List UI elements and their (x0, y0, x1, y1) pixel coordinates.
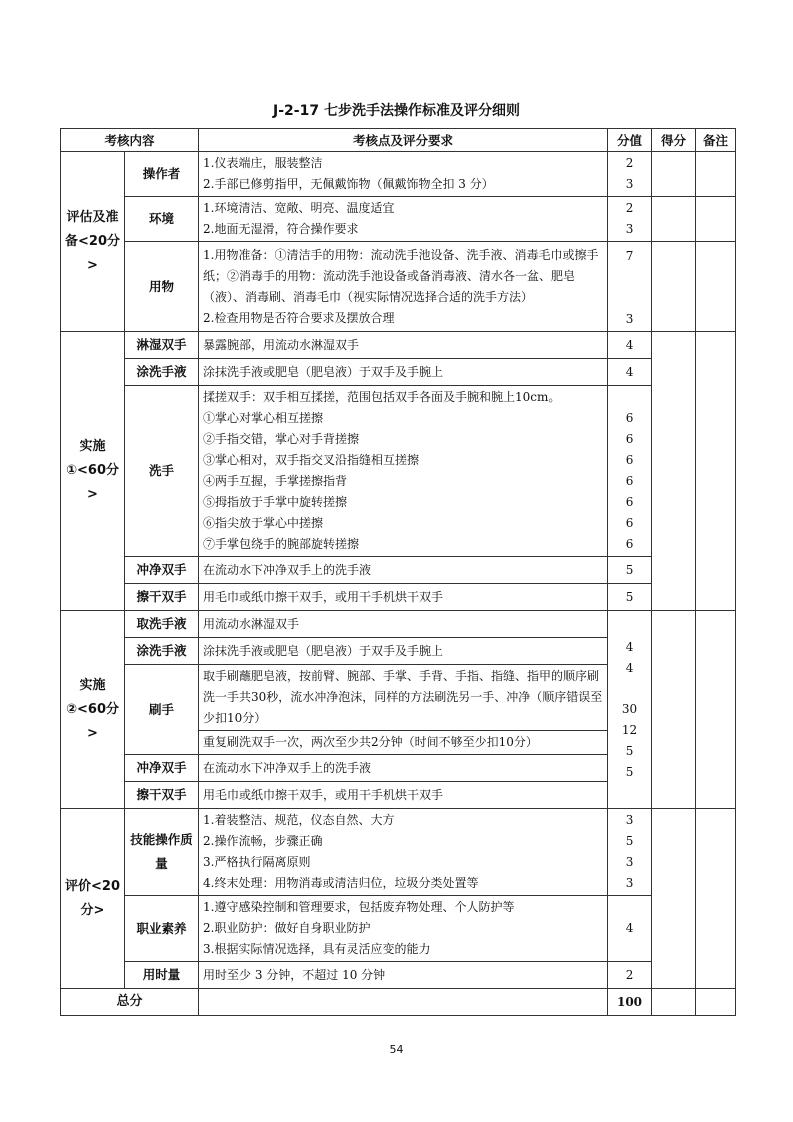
req-skill (199, 809, 608, 896)
score-apply: 4 (608, 359, 652, 386)
section-impl2-label: 实施②<60分> (61, 611, 125, 809)
req-dry: 用毛巾或纸巾擦干双手，或用干手机烘干双手 (199, 584, 608, 611)
score-env (608, 197, 652, 242)
table-row (61, 962, 736, 989)
score-value: 6 (625, 495, 634, 509)
sub-wash: 洗手 (125, 386, 199, 557)
req-items (199, 242, 608, 332)
req-wash (199, 386, 608, 557)
table-row (61, 359, 736, 386)
table-row (61, 242, 736, 332)
score-prof: 4 (608, 896, 652, 962)
table-row (61, 584, 736, 611)
req-line: ④两手互握，手掌搓擦指背 (203, 474, 348, 488)
score-rinse: 5 (608, 557, 652, 584)
req-line: 1.仪表端庄，服装整洁 (203, 156, 323, 170)
score-value: 4 (625, 660, 634, 675)
score-skill (608, 809, 652, 896)
remark-cell (696, 332, 736, 611)
remark-cell (696, 809, 736, 989)
score-value: 6 (625, 516, 634, 530)
page-title: J-2-17 七步洗手法操作标准及评分细则 (273, 103, 520, 119)
header-score: 得分 (652, 129, 696, 152)
table-row (61, 332, 736, 359)
table-row (61, 611, 736, 638)
table-row (61, 386, 736, 557)
score-value: 3 (625, 312, 634, 326)
total-row (61, 989, 736, 1016)
score-value: 3 (625, 876, 634, 890)
remark-cell (696, 989, 736, 1016)
score-value: 5 (625, 743, 634, 758)
score-wash (608, 386, 652, 557)
req-brush1: 取手刷蘸肥皂液，按前臂、腕部、手掌、手背、手指、指缝、指甲的顺序刷洗一手共30秒，流水冲净泡沫，同样的方法刷洗另一手、冲净（顺序错误至少扣10分） (199, 665, 608, 731)
score-cell (652, 989, 696, 1016)
spacer (612, 387, 647, 408)
spacer (612, 679, 647, 699)
req-line: 3.严格执行隔离原则 (203, 855, 311, 869)
section-review-label: 评价<20分> (61, 809, 125, 989)
req-operator (199, 152, 608, 197)
page-number: 54 (389, 1043, 404, 1056)
req-env (199, 197, 608, 242)
req-wet: 暴露腕部，用流动水淋湿双手 (199, 332, 608, 359)
score-value: 12 (621, 722, 638, 737)
req-line: ⑤拇指放于手掌中旋转搓擦 (203, 495, 348, 509)
req-line: 2.检查用物是否符合要求及摆放合理 (203, 310, 395, 325)
remark-cell (696, 197, 736, 242)
req-apply: 涂抹洗手液或肥皂（肥皂液）于双手及手腕上 (199, 359, 608, 386)
score-value: 6 (625, 474, 634, 488)
score-value: 3 (625, 222, 634, 236)
sub-rinse: 冲净双手 (125, 557, 199, 584)
score-impl2 (608, 611, 652, 809)
table-row (61, 197, 736, 242)
req-line: ②手指交错，掌心对手背搓擦 (203, 432, 360, 446)
total-req-cell (199, 989, 608, 1016)
req-prof (199, 896, 608, 962)
sub-dry: 擦干双手 (125, 584, 199, 611)
score-value: 6 (625, 411, 634, 425)
score-cell (652, 332, 696, 611)
req-line: 2.手部已修剪指甲，无佩戴饰物（佩戴饰物全扣 3 分） (203, 177, 494, 191)
sub-take: 取洗手液 (125, 611, 199, 638)
score-operator (608, 152, 652, 197)
sub-operator: 操作者 (125, 152, 199, 197)
score-value: 7 (625, 249, 634, 263)
sub-items: 用物 (125, 242, 199, 332)
header-value: 分值 (608, 129, 652, 152)
section-impl1-label: 实施①<60分> (61, 332, 125, 611)
score-value: 2 (625, 156, 634, 170)
table-row (61, 152, 736, 197)
remark-cell (696, 152, 736, 197)
req-line: 3.根据实际情况选择，具有灵活应变的能力 (203, 942, 431, 956)
req-line: ⑥指尖放于掌心中搓擦 (203, 516, 324, 530)
total-score: 100 (608, 989, 652, 1016)
sub-apply2: 涂洗手液 (125, 638, 199, 665)
req-line: 2.职业防护：做好自身职业防护 (203, 921, 371, 935)
score-value: 30 (621, 701, 638, 716)
table-row (61, 557, 736, 584)
table-row (61, 896, 736, 962)
sub-wet: 淋湿双手 (125, 332, 199, 359)
score-value: 6 (625, 453, 634, 467)
table-row (61, 809, 736, 896)
header-content: 考核内容 (61, 129, 199, 152)
header-row (61, 129, 736, 152)
score-value: 3 (625, 855, 634, 869)
score-items (608, 242, 652, 332)
section-eval-label: 评估及准备<20分> (61, 152, 125, 332)
req-take: 用流动水淋湿双手 (199, 611, 608, 638)
req-line: ①掌心对掌心相互搓擦 (203, 411, 324, 425)
score-wet: 4 (608, 332, 652, 359)
sub-env: 环境 (125, 197, 199, 242)
sub-skill: 技能操作质量 (125, 809, 199, 896)
req-line: 1.环境清洁、宽敞、明亮、温度适宜 (203, 201, 395, 215)
header-points: 考核点及评分要求 (199, 129, 608, 152)
sub-apply: 涂洗手液 (125, 359, 199, 386)
sub-rinse2: 冲净双手 (125, 755, 199, 782)
score-cell (652, 611, 696, 809)
score-value: 6 (625, 432, 634, 446)
score-value: 5 (625, 764, 634, 779)
score-value: 4 (625, 639, 634, 654)
req-rinse: 在流动水下冲净双手上的洗手液 (199, 557, 608, 584)
score-cell (652, 242, 696, 332)
score-value: 3 (625, 813, 634, 827)
req-apply2: 涂抹洗手液或肥皂（肥皂液）于双手及手腕上 (199, 638, 608, 665)
req-line: 2.地面无湿滑，符合操作要求 (203, 222, 359, 236)
req-line: 揉搓双手：双手相互揉搓，范围包括双手各面及手腕和腕上10cm。 (203, 390, 561, 404)
remark-cell (696, 242, 736, 332)
req-line: 1.遵守感染控制和管理要求，包括废弃物处理、个人防护等 (203, 900, 515, 914)
req-line: 1.着装整洁、规范，仪态自然、大方 (203, 813, 395, 827)
scoring-table (60, 128, 736, 1016)
score-cell (652, 197, 696, 242)
score-cell (652, 809, 696, 989)
score-value: 5 (625, 834, 634, 848)
req-dry2: 用毛巾或纸巾擦干双手，或用干手机烘干双手 (199, 782, 608, 809)
spacer (612, 267, 647, 309)
score-value: 6 (625, 537, 634, 551)
req-line: 4.终末处理：用物消毒或清洁归位，垃圾分类处置等 (203, 876, 479, 890)
req-line: ⑦手掌包绕手的腕部旋转搓擦 (203, 537, 360, 551)
remark-cell (696, 611, 736, 809)
req-line: 2.操作流畅，步骤正确 (203, 834, 323, 848)
score-value: 3 (625, 177, 634, 191)
sub-time: 用时量 (125, 962, 199, 989)
score-time: 2 (608, 962, 652, 989)
req-line: ③掌心相对，双手指交叉沿指缝相互搓擦 (203, 453, 420, 467)
sub-brush: 刷手 (125, 665, 199, 755)
total-label: 总分 (61, 989, 199, 1016)
header-remark: 备注 (696, 129, 736, 152)
score-cell (652, 152, 696, 197)
req-brush2: 重复刷洗双手一次，两次至少共2分钟（时间不够至少扣10分） (199, 731, 608, 755)
sub-prof: 职业素养 (125, 896, 199, 962)
sub-dry2: 擦干双手 (125, 782, 199, 809)
score-value: 2 (625, 201, 634, 215)
req-time: 用时至少 3 分钟，不超过 10 分钟 (199, 962, 608, 989)
req-rinse2: 在流动水下冲净双手上的洗手液 (199, 755, 608, 782)
req-line: 1.用物准备：①清洁手的用物：流动洗手池设备、洗手液、消毒毛巾或擦手纸；②消毒手的用物：流动洗手池设备或备消毒液、清水各一盆、肥皂（液）、消毒刷、消毒毛巾（视实际情况选择合适的洗手方法） (203, 247, 599, 304)
score-dry: 5 (608, 584, 652, 611)
